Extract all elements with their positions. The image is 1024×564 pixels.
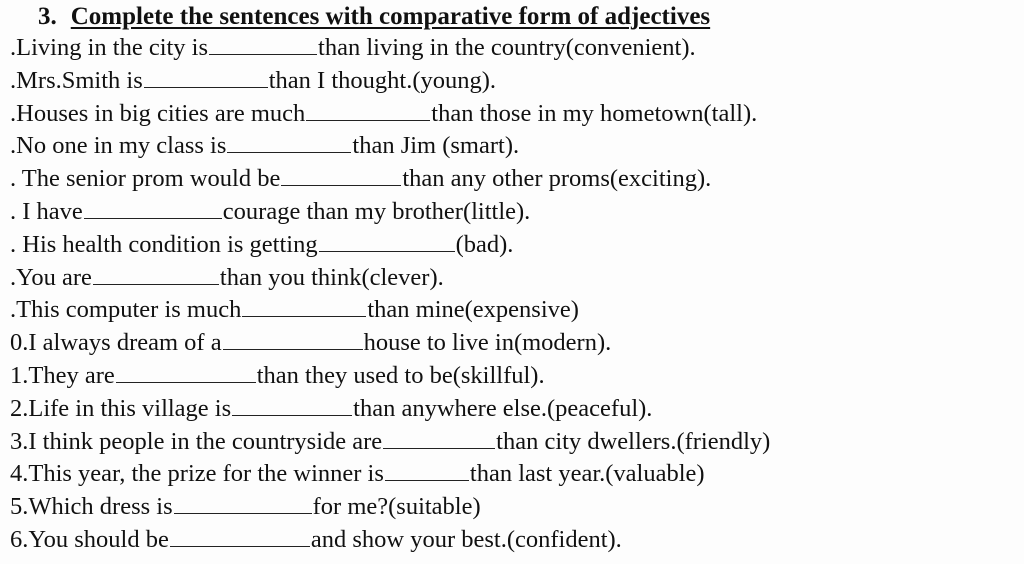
sentence-suffix: (bad). [455,230,514,258]
sentence-prefix: .This computer is much [10,296,242,324]
answer-blank[interactable] [383,428,495,449]
sentence-14 [10,458,1010,491]
sentence-4 [10,130,1010,163]
sentence-16 [10,524,1010,557]
sentence-suffix: than you think(clever). [219,263,444,291]
sentence-suffix: than city dwellers.(friendly) [496,427,771,455]
sentence-suffix: than any other proms(exciting). [402,165,712,193]
sentence-9 [10,294,1010,327]
sentence-suffix: for me?(suitable) [312,493,481,521]
sentence-suffix: courage than my brother(little). [222,197,531,225]
sentence-suffix: house to live in(modern). [363,329,612,357]
sentence-12 [10,393,1010,426]
answer-blank[interactable] [209,34,317,55]
sentence-suffix: than last year.(valuable) [469,460,705,488]
sentence-prefix: 4.This year, the prize for the winner is [10,460,384,488]
sentence-15 [10,491,1010,524]
sentence-suffix: than anywhere else.(peaceful). [353,394,653,422]
sentence-5 [10,163,1010,196]
sentence-prefix: .No one in my class is [10,132,227,160]
answer-blank[interactable] [223,329,363,350]
answer-blank[interactable] [174,493,312,514]
sentence-prefix: 1.They are [10,361,115,389]
answer-blank[interactable] [242,296,366,317]
sentence-8 [10,262,1010,295]
sentence-prefix: 5.Which dress is [10,493,173,521]
sentence-1 [10,32,1010,65]
sentence-prefix: 3.I think people in the countryside are [10,427,383,455]
sentence-prefix: . His health condition is getting [10,230,318,258]
sentence-11 [10,360,1010,393]
sentence-prefix: .Houses in big cities are much [10,99,306,127]
exercise-heading [38,2,710,32]
sentence-suffix: than living in the country(convenient). [318,34,696,61]
answer-blank[interactable] [84,198,222,219]
sentence-prefix: 0.I always dream of a [10,329,222,357]
sentence-suffix: and show your best.(confident). [310,525,622,553]
answer-blank[interactable] [385,460,469,481]
sentence-prefix: .Mrs.Smith is [10,66,143,94]
sentence-prefix: . The senior prom would be [10,165,281,193]
answer-blank[interactable] [306,100,430,121]
answer-blank[interactable] [116,362,256,383]
sentence-prefix: 2.Life in this village is [10,394,232,422]
answer-blank[interactable] [281,165,401,186]
sentence-10 [10,327,1010,360]
sentence-list [10,32,1010,557]
sentence-prefix: 6.You should be [10,525,169,553]
sentence-prefix: .You are [10,263,92,291]
answer-blank[interactable] [144,67,268,88]
answer-blank[interactable] [170,526,310,547]
sentence-suffix: than Jim (smart). [352,132,520,160]
answer-blank[interactable] [232,395,352,416]
answer-blank[interactable] [93,264,219,285]
exercise-title: Complete the sentences with comparative form of adjectives [70,3,711,30]
sentence-suffix: than they used to be(skillful). [256,361,545,389]
sentence-prefix: . I have [10,197,83,225]
exercise-number: 3. [38,3,57,30]
answer-blank[interactable] [319,231,455,252]
sentence-13 [10,426,1010,459]
sentence-prefix: .Living in the city is [10,34,209,61]
sentence-suffix: than those in my hometown(tall). [431,99,758,127]
sentence-6 [10,196,1010,229]
answer-blank[interactable] [227,132,351,153]
sentence-7 [10,229,1010,262]
sentence-2 [10,65,1010,98]
sentence-suffix: than I thought.(young). [268,66,497,94]
sentence-3 [10,98,1010,131]
sentence-suffix: than mine(expensive) [367,296,579,324]
